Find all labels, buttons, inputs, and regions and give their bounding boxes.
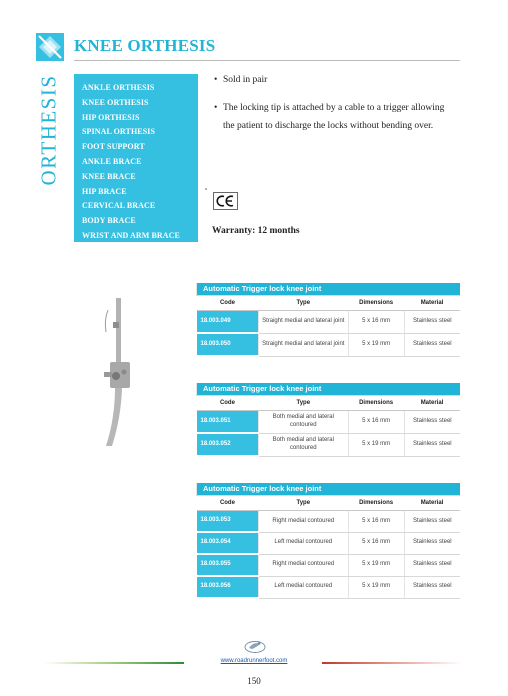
- product-type: Both medial and lateral contoured: [258, 411, 348, 434]
- product-material: Stainless steel: [404, 433, 460, 456]
- product-type: Left medial contoured: [258, 532, 348, 554]
- product-code: 18.003.050: [197, 333, 259, 356]
- product-dimensions: 5 x 16 mm: [348, 532, 404, 554]
- product-type: Both medial and lateral contoured: [258, 433, 348, 456]
- table-row: [197, 511, 461, 533]
- table-row: [197, 576, 461, 598]
- column-header: Material: [404, 396, 460, 411]
- table-row: [197, 311, 461, 334]
- product-code: 18.003.054: [197, 532, 259, 554]
- product-dimensions: 5 x 19 mm: [348, 576, 404, 598]
- column-header: Dimensions: [348, 496, 404, 511]
- section-vertical-label: ORTHESIS: [36, 74, 61, 186]
- feature-bullet: • The locking tip is attached by a cable to a trigger allowing the patient to discharge the locks without bending over.: [214, 100, 454, 135]
- website-link[interactable]: www.roadrunnerfoot.com: [220, 658, 288, 664]
- orthesis-logo-icon: [36, 33, 64, 61]
- roadrunner-logo-icon: [243, 638, 267, 654]
- product-table: [196, 283, 460, 357]
- product-code: 18.003.053: [197, 511, 259, 533]
- menu-item[interactable]: HIP BRACE: [82, 186, 127, 196]
- product-dimensions: 5 x 16 mm: [348, 311, 404, 334]
- product-code: 18.003.052: [197, 433, 259, 456]
- menu-item[interactable]: WRIST AND ARM BRACE: [82, 230, 180, 240]
- menu-item[interactable]: CERVICAL BRACE: [82, 201, 156, 211]
- menu-item[interactable]: HIP ORTHESIS: [82, 112, 140, 122]
- product-type: Right medial contoured: [258, 554, 348, 576]
- column-header: Dimensions: [348, 296, 404, 311]
- product-material: Stainless steel: [404, 311, 460, 334]
- table-row: [197, 433, 461, 456]
- menu-item[interactable]: KNEE ORTHESIS: [82, 97, 149, 107]
- table-caption: Automatic Trigger lock knee joint: [197, 383, 461, 396]
- menu-item[interactable]: ANKLE BRACE: [82, 156, 142, 166]
- product-material: Stainless steel: [404, 333, 460, 356]
- menu-item[interactable]: SPINAL ORTHESIS: [82, 127, 156, 137]
- product-type: Left medial contoured: [258, 576, 348, 598]
- product-material: Stainless steel: [404, 576, 460, 598]
- product-material: Stainless steel: [404, 411, 460, 434]
- menu-item[interactable]: FOOT SUPPORT: [82, 142, 145, 152]
- product-code: 18.003.055: [197, 554, 259, 576]
- page-title: KNEE ORTHESIS: [74, 36, 216, 55]
- product-dimensions: 5 x 19 mm: [348, 433, 404, 456]
- ce-mark-icon: [213, 192, 238, 210]
- product-dimensions: 5 x 19 mm: [348, 554, 404, 576]
- column-header: Code: [197, 296, 259, 311]
- product-code: 18.003.056: [197, 576, 259, 598]
- table-row: [197, 532, 461, 554]
- column-header: Material: [404, 296, 460, 311]
- knee-joint-device-image: [98, 298, 138, 448]
- product-dimensions: 5 x 19 mm: [348, 333, 404, 356]
- table-caption: Automatic Trigger lock knee joint: [197, 483, 461, 496]
- table-row: [197, 333, 461, 356]
- column-header: Dimensions: [348, 396, 404, 411]
- product-code: 18.003.049: [197, 311, 259, 334]
- column-header: Material: [404, 496, 460, 511]
- column-header: Type: [258, 496, 348, 511]
- page-number: 150: [247, 676, 261, 686]
- menu-item[interactable]: BODY BRACE: [82, 216, 136, 226]
- menu-item[interactable]: KNEE BRACE: [82, 171, 136, 181]
- table-caption: Automatic Trigger lock knee joint: [197, 283, 461, 296]
- column-header: Code: [197, 396, 259, 411]
- product-table: [196, 383, 460, 457]
- product-type: Straight medial and lateral joint: [258, 311, 348, 334]
- table-row: [197, 411, 461, 434]
- title-divider: [74, 60, 460, 61]
- marker-dot: [205, 188, 207, 190]
- column-header: Code: [197, 496, 259, 511]
- product-material: Stainless steel: [404, 511, 460, 533]
- table-row: [197, 554, 461, 576]
- column-header: Type: [258, 296, 348, 311]
- category-menu: [74, 74, 198, 242]
- warranty-text: Warranty: 12 months: [212, 226, 300, 236]
- feature-list: [214, 74, 454, 135]
- menu-item[interactable]: ANKLE ORTHESIS: [82, 83, 155, 92]
- product-type: Straight medial and lateral joint: [258, 333, 348, 356]
- product-type: Right medial contoured: [258, 511, 348, 533]
- product-material: Stainless steel: [404, 554, 460, 576]
- product-table: [196, 483, 460, 599]
- product-dimensions: 5 x 16 mm: [348, 411, 404, 434]
- column-header: Type: [258, 396, 348, 411]
- feature-bullet: • Sold in pair: [214, 74, 454, 86]
- product-material: Stainless steel: [404, 532, 460, 554]
- product-code: 18.003.051: [197, 411, 259, 434]
- product-dimensions: 5 x 16 mm: [348, 511, 404, 533]
